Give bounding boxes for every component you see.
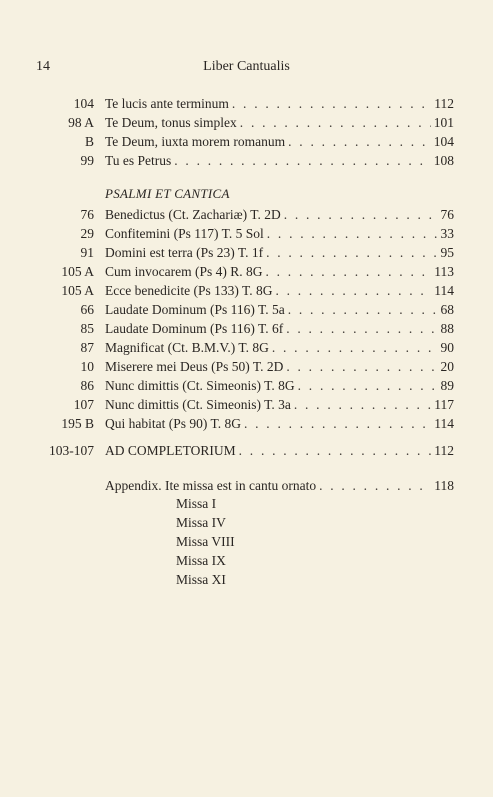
item-number: 105 A (61, 264, 94, 279)
appendix-item: Missa XI (176, 572, 226, 587)
item-title: Cum invocarem (Ps 4) R. 8G (105, 264, 263, 279)
item-number: 86 (80, 378, 94, 393)
item-title: Benedictus (Ct. Zachariæ) T. 2D (105, 207, 281, 222)
item-page: 88 (440, 321, 454, 336)
item-title: Qui habitat (Ps 90) T. 8G (105, 416, 241, 431)
item-title: Laudate Dominum (Ps 116) T. 6f (105, 321, 284, 336)
item-page: 76 (440, 207, 454, 222)
item-title: Tu es Petrus (105, 153, 172, 168)
item-number: 91 (80, 245, 94, 260)
list-item (0, 281, 493, 301)
list-item (0, 300, 493, 320)
item-page: 108 (433, 153, 454, 168)
item-number: 29 (80, 226, 94, 241)
item-title: AD COMPLETORIUM (105, 443, 236, 458)
list-item (0, 262, 493, 282)
item-title: Confitemini (Ps 117) T. 5 Sol (105, 226, 264, 241)
item-page: 114 (434, 416, 454, 431)
item-title: Nunc dimittis (Ct. Simeonis) T. 3a (105, 397, 291, 412)
item-title: Domini est terra (Ps 23) T. 1f (105, 245, 264, 260)
appendix-item: Missa I (176, 496, 217, 511)
item-number: 10 (80, 359, 94, 374)
item-title: Laudate Dominum (Ps 116) T. 5a (105, 302, 285, 317)
list-item (0, 94, 493, 114)
item-page: 68 (440, 302, 454, 317)
item-number: 103-107 (49, 443, 94, 458)
item-page: 90 (440, 340, 454, 355)
item-page: 117 (434, 397, 454, 412)
item-number: 105 A (61, 283, 94, 298)
item-number: 99 (80, 153, 94, 168)
item-number: 104 (73, 96, 94, 111)
item-page: 20 (440, 359, 454, 374)
list-item (0, 132, 493, 152)
appendix-item: Missa IX (176, 553, 226, 568)
item-page: 112 (434, 96, 454, 111)
list-item-completorium (0, 441, 493, 461)
list-item (0, 113, 493, 133)
item-number: 98 A (68, 115, 94, 130)
item-page: 104 (433, 134, 454, 149)
appendix-item: Missa VIII (176, 534, 235, 549)
item-title: Te lucis ante terminum (105, 96, 229, 111)
item-number: 87 (80, 340, 94, 355)
list-item (0, 224, 493, 244)
item-page: 113 (434, 264, 454, 279)
item-title: Te Deum, tonus simplex (105, 115, 237, 130)
list-item (0, 395, 493, 415)
item-title: Magnificat (Ct. B.M.V.) T. 8G (105, 340, 269, 355)
list-item (0, 357, 493, 377)
item-page: 114 (434, 283, 454, 298)
list-item (0, 205, 493, 225)
item-page: 33 (440, 226, 454, 241)
item-page: 112 (434, 443, 454, 458)
list-item (0, 414, 493, 434)
item-page: 89 (440, 378, 454, 393)
list-item (0, 376, 493, 396)
appendix-title: Appendix. Ite missa est in cantu ornato (105, 478, 317, 493)
page-header (0, 59, 493, 79)
appendix-entry (0, 476, 493, 496)
item-number: 76 (80, 207, 94, 222)
item-title: Te Deum, iuxta morem romanum (105, 134, 286, 149)
appendix-item: Missa IV (176, 515, 226, 530)
item-number: 107 (73, 397, 94, 412)
page-number: 14 (36, 59, 50, 74)
list-item (0, 319, 493, 339)
item-page: 101 (433, 115, 454, 130)
appendix-page: 118 (434, 478, 454, 493)
item-title: Nunc dimittis (Ct. Simeonis) T. 8G (105, 378, 295, 393)
list-item (0, 338, 493, 358)
item-title: Miserere mei Deus (Ps 50) T. 2D (105, 359, 284, 374)
item-number: B (84, 134, 94, 149)
section-heading: PSALMI ET CANTICA (105, 186, 230, 201)
item-page: 95 (440, 245, 454, 260)
list-item (0, 151, 493, 171)
item-number: 195 B (61, 416, 94, 431)
item-number: 66 (80, 302, 94, 317)
item-number: 85 (80, 321, 94, 336)
running-title: Liber Cantualis (203, 59, 290, 74)
item-title: Ecce benedicite (Ps 133) T. 8G (105, 283, 273, 298)
list-item (0, 243, 493, 263)
